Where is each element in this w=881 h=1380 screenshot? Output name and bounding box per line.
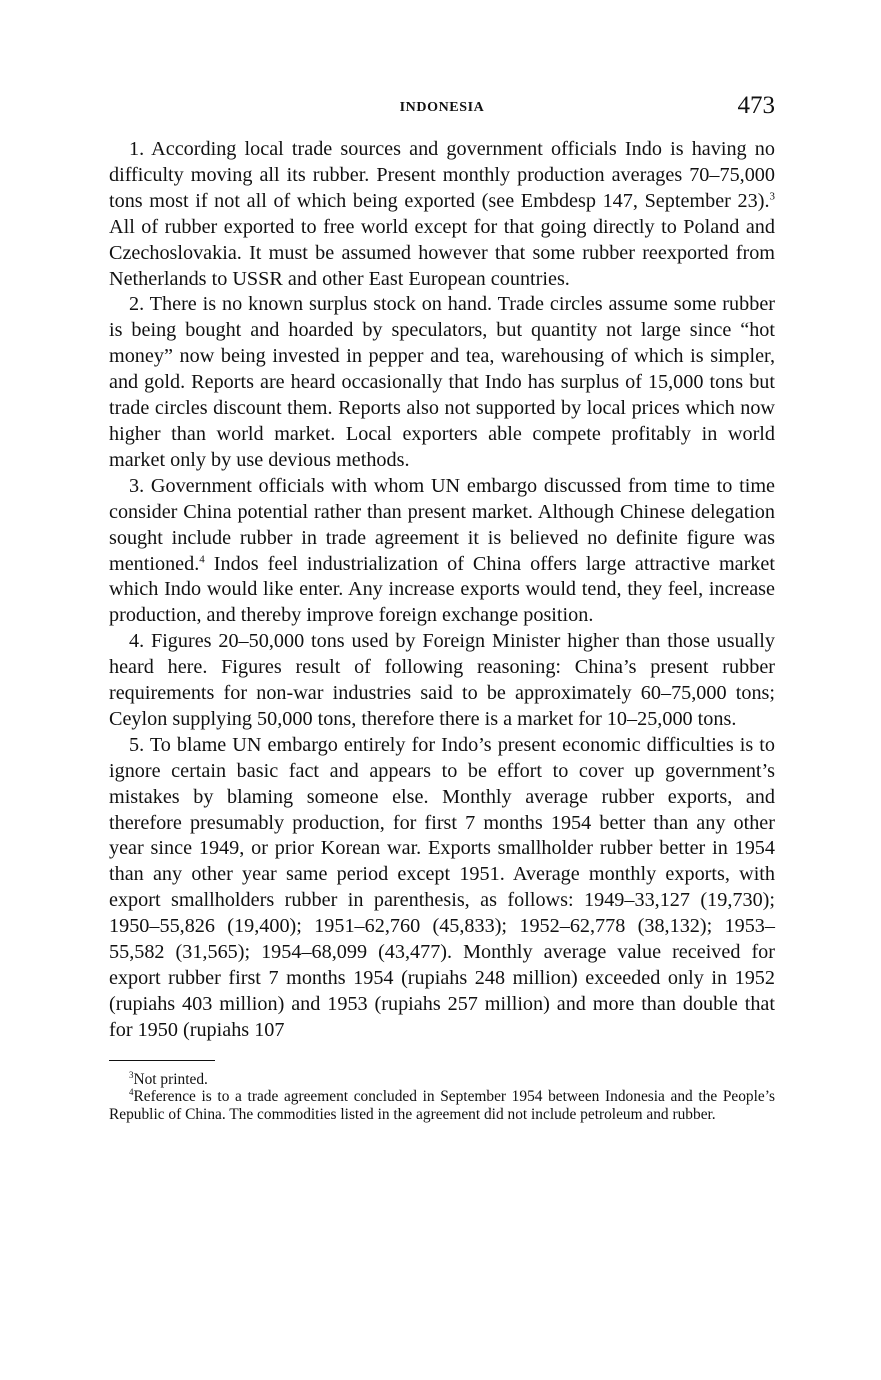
paragraph-1-text-before: 1. According local trade sources and government officials Indo is having no difficulty moving all its rubber. Present monthly production averages 70–75,000 tons most if not all of which being exported (see Embdesp 147, September 23). — [109, 138, 775, 212]
paragraph-3-text-before: 3. Government officials with whom UN embargo discussed from time to time consider China potential rather than present market. Although Chinese delegation sought include rubber in trade agreement it is believed no definite figure was mentioned. — [109, 474, 775, 575]
footnote-marker-4: 4 — [199, 552, 205, 565]
footnote-4-text: Reference is to a trade agreement concluded in September 1954 between Indonesia and the People’s Republic of China. The commodities listed in the agreement did not include petroleum and rubber. — [109, 1088, 775, 1123]
footnote-4 — [109, 1088, 775, 1123]
paragraph-5-text: 5. To blame UN embargo entirely for Indo’s present economic difficulties is to ignore certain basic fact and appears to be effort to cover up government’s mistakes by blaming someone else. Monthly average rubber exports, and therefore presumably production, for first 7 months 1954 better than any other year since 1949, or prior Korean war. Exports smallholder rubber better in 1954 than any other year same period except 1951. Average monthly exports, with export smallholders rubber in parenthesis, as follows: 1949–33,127 (19,730); 1950–55,826 (19,400); 1951–62,760 (45,833); 1952–62,778 (38,132); 1953–55,582 (31,565); 1954–68,099 (43,477). Monthly average value received for export rubber first 7 months 1954 (rupiahs 248 million) exceeded only in 1952 (rupiahs 403 million) and 1953 (rupiahs 257 million) and more than double that for 1950 (rupiahs 107 — [109, 733, 775, 1041]
page-number: 473 — [737, 92, 775, 119]
footnote-3-text: Not printed. — [133, 1070, 208, 1088]
footnote-3 — [109, 1071, 775, 1089]
footnotes — [109, 1071, 775, 1124]
running-title: INDONESIA — [399, 100, 485, 115]
paragraph-3-text-after: Indos feel industrialization of China offers large attractive market which Indo would like enter. Any increase exports would tend, they feel, increase production, and thereby improve foreign exchange position. — [109, 552, 775, 627]
paragraph-1 — [109, 137, 775, 292]
paragraph-2-text: 2. There is no known surplus stock on hand. Trade circles assume some rubber is being bought and hoarded by speculators, but quantity not large since “hot money” now being invested in pepper and tea, warehousing of which is simpler, and gold. Reports are heard occasionally that Indo has surplus of 15,000 tons but trade circles discount them. Reports also not supported by local prices which now higher than world market. Local exporters able compete profitably in world market only by use devious methods. — [109, 293, 775, 471]
body-text — [109, 137, 775, 1044]
footnote-marker-3: 3 — [769, 190, 775, 203]
footnote-4-mark: 4 — [129, 1087, 134, 1098]
paragraph-4-text: 4. Figures 20–50,000 tons used by Foreign Minister higher than those usually heard here. Figures result of following reasoning: China’s present rubber requirements for non-war industries said to be approximately 60–75,000 tons; Ceylon supplying 50,000 tons, therefore there is a market for 10–25,000 tons. — [109, 630, 775, 730]
paragraph-4 — [109, 629, 775, 733]
paragraph-1-text-after: All of rubber exported to free world except for that going directly to Poland and Czechoslovakia. It must be assumed however that some rubber reexported from Netherlands to USSR and other East European countries. — [109, 215, 775, 290]
running-header — [109, 88, 775, 128]
footnote-3-mark: 3 — [129, 1069, 134, 1080]
paragraph-5 — [109, 733, 775, 1044]
document-page — [109, 88, 775, 1124]
paragraph-2 — [109, 292, 775, 473]
footnote-divider — [109, 1060, 215, 1061]
paragraph-3 — [109, 474, 775, 629]
